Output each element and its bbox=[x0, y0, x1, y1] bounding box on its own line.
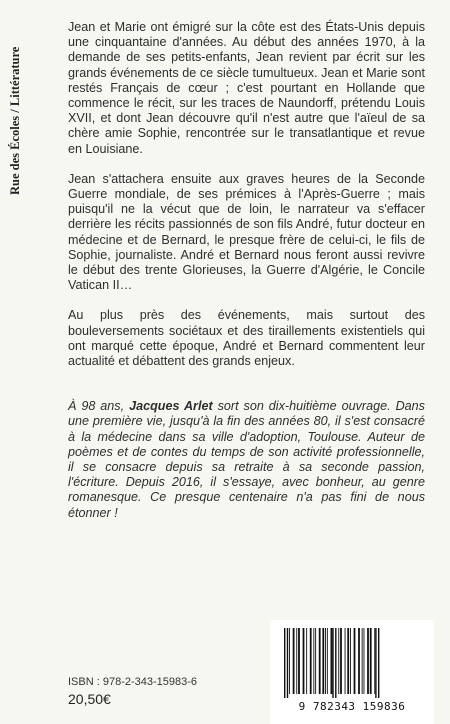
isbn: ISBN : 978-2-343-15983-6 bbox=[68, 676, 198, 688]
bio-prefix: À 98 ans, bbox=[68, 399, 130, 414]
barcode bbox=[270, 620, 434, 724]
author-bio bbox=[68, 399, 425, 521]
summary-paragraph-1: Jean et Marie ont émigré sur la côte est des États-Unis depuis une cinquantaine d'années. Au début des années 1970, à la demande de ses petits-enfants, Jean revient par écrit sur les grands événements de ce siècle tumultueux. Jean et Marie sont restés Français de cœur ; c'est pourtant en Hollande que commence le récit, sur les traces de Naundorff, prétendu Louis XVII, et dont Jean découvre qu'il n'est autre que l'aïeul de sa chère amie Sophie, rencontrée sur le transatlantique et revue en Louisiane. bbox=[68, 20, 425, 156]
bio-text: sort son dix-huitième ouvrage. Dans une première vie, jusqu'à la fin des années 80, il s'est consacré à la médecine dans sa ville d'adoption, Toulouse. Auteur de poèmes et de contes du temps de son activité professionnelle, il se consacre depuis sa retraite à sa seconde passion, l'écriture. Depuis 2016, il s'essaye, avec bonheur, au genre romanesque. Ce presque centenaire n'a pas fini de nous étonner ! bbox=[68, 399, 425, 520]
summary-paragraph-2: Jean s'attachera ensuite aux graves heures de la Seconde Guerre mondiale, de ses prémices à l'Après-Guerre ; mais puisqu'il ne la vécut que de loin, le narrateur va s'effacer derrière les récits passionnés de son fils André, futur docteur en médecine et de Bernard, le presque frère de celui-ci, le fils de Sophie, journaliste. André et Bernard nous feront aussi revivre le début des trente Glorieuses, la Guerre d'Algérie, le Concile Vatican II… bbox=[68, 171, 425, 293]
barcode-number: 9 782343 159836 bbox=[298, 700, 406, 713]
price: 20,50€ bbox=[68, 691, 111, 707]
barcode-bars bbox=[270, 620, 434, 700]
back-cover-text bbox=[68, 20, 425, 536]
spine bbox=[0, 0, 44, 724]
author-name: Jacques Arlet bbox=[129, 399, 213, 414]
spine-title: Rue des Écoles / Littérature bbox=[8, 46, 22, 195]
summary-paragraph-3: Au plus près des événements, mais surtout des bouleversements sociétaux et des tiraillements existentiels qui ont marqué cette époque, André et Bernard commentent leur actualité et débattent des grands enjeux. bbox=[68, 308, 425, 369]
